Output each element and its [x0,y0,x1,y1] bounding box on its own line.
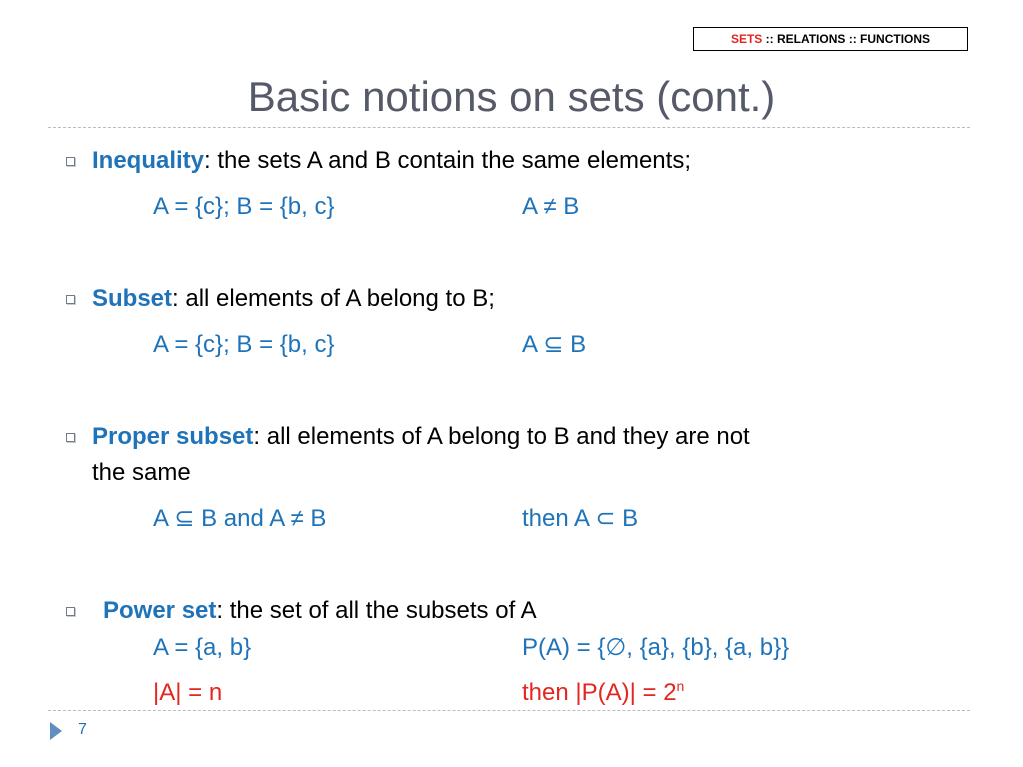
cardinality-exponent: n [676,678,685,694]
term-power-set: Power set [103,597,217,624]
bullet-icon [66,433,75,442]
definition-proper-subset: : all elements of A belong to B and they are not [253,423,750,450]
example-power-set-right: P(A) = {∅, {a}, {b}, {a, b}} [522,634,790,661]
play-arrow-icon [50,722,62,740]
bullet-icon [66,157,75,166]
example-inequality-right: A ≠ B [522,193,580,220]
term-subset: Subset [92,285,173,312]
cardinality-base: then |P(A)| = 2 [522,679,677,706]
definition-power-set: : the set of all the subsets of A [216,597,537,624]
term-proper-subset: Proper subset [92,423,254,450]
breadcrumb [693,27,968,51]
example-subset-left: A = {c}; B = {b, c} [153,331,335,358]
breadcrumb-sets: SETS [730,32,763,46]
example-cardinality-right [522,679,684,709]
definition-proper-subset-cont: the same [92,459,191,486]
example-subset-right: A ⊆ B [522,331,587,358]
example-power-set-left: A = {a, b} [153,634,252,661]
item-proper-subset [92,423,750,451]
item-subset [92,285,495,313]
item-inequality [92,147,691,175]
term-inequality: Inequality [92,147,205,174]
page-title: Basic notions on sets (cont.) [247,73,776,120]
definition-subset: : all elements of A belong to B; [172,285,495,312]
top-divider [48,127,970,128]
breadcrumb-rest: :: RELATIONS :: FUNCTIONS [762,32,931,46]
bottom-divider [48,710,970,711]
page-number: 7 [78,721,87,738]
bullet-icon [66,607,75,616]
item-power-set [103,597,537,625]
bullet-icon [66,295,75,304]
example-cardinality-left: |A| = n [153,679,223,706]
example-proper-subset-left: A ⊆ B and A ≠ B [153,505,327,532]
example-proper-subset-right: then A ⊂ B [522,505,639,532]
definition-inequality: : the sets A and B contain the same elements; [204,147,691,174]
example-inequality-left: A = {c}; B = {b, c} [153,193,335,220]
